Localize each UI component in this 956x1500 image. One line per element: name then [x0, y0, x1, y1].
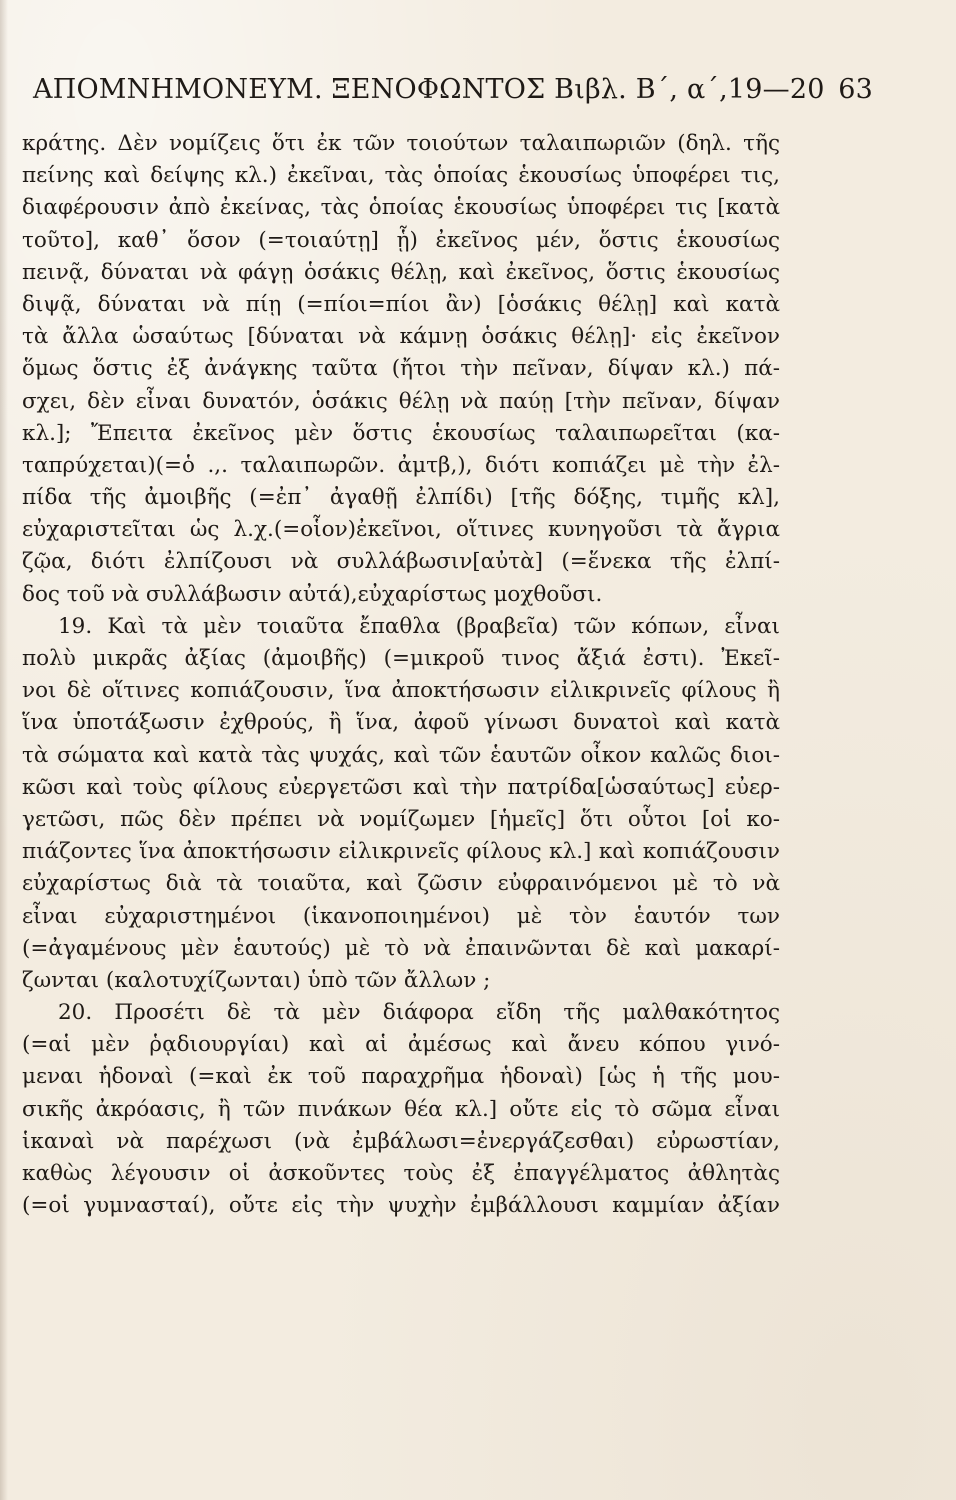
text-line: πείνης καὶ δείψης κλ.) ἐκεῖναι, τὰς ὁποίας ἑκουσίως ὑποφέρει τις, — [22, 163, 780, 189]
text-line: δος τοῦ νὰ συλλάβωσιν αὐτά),εὐχαρίστως μοχθοῦσι. — [22, 581, 603, 607]
running-header — [33, 74, 873, 116]
text-line: εὐχαριστεῖται ὡς λ.χ.(=οἷον)ἐκεῖνοι, οἵτινες κυνηγοῦσι τὰ ἄγρια — [22, 517, 780, 543]
text-line: πιάζοντες ἵνα ἀποκτήσωσιν εἰλικρινεῖς φίλους κλ.] καὶ κοπιάζουσιν — [22, 839, 780, 865]
text-line: τὰ σώματα καὶ κατὰ τὰς ψυχάς, καὶ τῶν ἑαυτῶν οἶκον καλῶς διοι- — [22, 742, 780, 768]
text-line: ταπρύχεται)(=ὁ .,. ταλαιπωρῶν. ἀμτβ,), διότι κοπιάζει μὲ τὴν ἐλ- — [22, 452, 780, 478]
text-line: (=αἱ μὲν ῥᾳδιουργίαι) καὶ αἱ ἀμέσως καὶ ἄνευ κόπου γινό- — [22, 1032, 780, 1058]
running-head-title: ΑΠΟΜΝΗΜΟΝΕΥΜ. ΞΕΝΟΦΩΝΤΟΣ Βιβλ. Β΄, α΄,19—20 — [33, 74, 825, 105]
text-line: ὅμως ὅστις ἐξ ἀνάγκης ταῦτα (ἤτοι τὴν πεῖναν, δίψαν κλ.) πά- — [22, 356, 780, 382]
text-line: πίδα τῆς ἀμοιβῆς (=ἐπ᾿ ἀγαθῇ ἐλπίδι) [τῆς δόξης, τιμῆς κλ], — [22, 485, 780, 511]
page-number: 63 — [838, 74, 873, 105]
text-line: ἱκαναὶ νὰ παρέχωσι (νὰ ἐμβάλωσι=ἐνεργάζεσθαι) εὐρωστίαν, — [22, 1128, 780, 1154]
text-line: διψᾷ, δύναται νὰ πίῃ (=πίοι=πίοι ἂν) [ὁσάκις θέλῃ] καὶ κατὰ — [22, 291, 780, 317]
text-line: κράτης. Δὲν νομίζεις ὅτι ἐκ τῶν τοιούτων ταλαιπωριῶν (δηλ. τῆς — [22, 131, 780, 156]
text-line: τοῦτο], καθ᾿ ὅσον (=τοιαύτῃ] ᾗ) ἐκεῖνος μέν, ὅστις ἑκουσίως — [22, 227, 780, 253]
text-line: πολὺ μικρᾶς ἀξίας (ἀμοιβῆς) (=μικροῦ τινος ἄξιά ἐστι). Ἐκεῖ- — [22, 646, 780, 671]
text-line: (=ἀγαμένους μὲν ἑαυτούς) μὲ τὸ νὰ ἐπαινῶνται δὲ καὶ μακαρί- — [22, 935, 780, 961]
text-line: κῶσι καὶ τοὺς φίλους εὐεργετῶσι καὶ τὴν πατρίδα[ὡσαύτως] εὐερ- — [22, 774, 780, 800]
text-line: (=οἱ γυμνασταί), οὔτε εἰς τὴν ψυχὴν ἐμβάλλουσι καμμίαν ἀξίαν — [22, 1193, 780, 1219]
text-line: κλ.]; Ἔπειτα ἐκεῖνος μὲν ὅστις ἑκουσίως ταλαιπωρεῖται (κα- — [22, 420, 780, 446]
section-19-start: 19. Καὶ τὰ μὲν τοιαῦτα ἔπαθλα (βραβεῖα) τῶν κόπων, εἶναι — [58, 613, 780, 639]
page-edge-shadow — [0, 0, 8, 1500]
text-line: ζωνται (καλοτυχίζωνται) ὑπὸ τῶν ἄλλων ; — [22, 967, 491, 993]
text-line: νοι δὲ οἵτινες κοπιάζουσιν, ἵνα ἀποκτήσωσιν εἰλικρινεῖς φίλους ἢ — [22, 678, 780, 704]
text-line: ζῷα, διότι ἐλπίζουσι νὰ συλλάβωσιν[αὐτὰ] (=ἕνεκα τῆς ἐλπί- — [22, 549, 780, 575]
text-line: ἵνα ὑποτάξωσιν ἐχθρούς, ἢ ἵνα, ἀφοῦ γίνωσι δυνατοὶ καὶ κατὰ — [22, 710, 780, 736]
section-20-start: 20. Προσέτι δὲ τὰ μὲν διάφορα εἴδη τῆς μαλθακότητος — [58, 1000, 780, 1026]
text-line: σχει, δὲν εἶναι δυνατόν, ὁσάκις θέλῃ νὰ παύῃ [τὴν πεῖναν, δίψαν — [22, 388, 780, 414]
text-line: σικῆς ἀκρόασις, ἢ τῶν πινάκων θέα κλ.] οὔτε εἰς τὸ σῶμα εἶναι — [22, 1096, 780, 1122]
text-line: γετῶσι, πῶς δὲν πρέπει νὰ νομίζωμεν [ἡμεῖς] ὅτι οὗτοι [οἱ κο- — [22, 806, 780, 832]
commentary-text — [22, 128, 780, 1488]
text-line: πεινᾷ, δύναται νὰ φάγῃ ὁσάκις θέλῃ, καὶ ἐκεῖνος, ὅστις ἑκουσίως — [22, 259, 780, 285]
text-line: καθὼς λέγουσιν οἱ ἀσκοῦντες τοὺς ἐξ ἐπαγγέλματος ἀθλητὰς — [22, 1161, 780, 1186]
text-line: διαφέρουσιν ἀπὸ ἐκείνας, τὰς ὁποίας ἑκουσίως ὑποφέρει τις [κατὰ — [22, 195, 780, 221]
text-line: μεναι ἡδοναὶ (=καὶ ἐκ τοῦ παραχρῆμα ἡδοναὶ) [ὡς ἡ τῆς μου- — [22, 1064, 780, 1090]
text-line: τὰ ἄλλα ὡσαύτως [δύναται νὰ κάμνῃ ὁσάκις θέλῃ]· εἰς ἐκεῖνον — [22, 324, 780, 350]
text-line: εὐχαρίστως διὰ τὰ τοιαῦτα, καὶ ζῶσιν εὐφραινόμενοι μὲ τὸ νὰ — [22, 871, 780, 897]
text-line: εἶναι εὐχαριστημένοι (ἱκανοποιημένοι) μὲ τὸν ἑαυτόν των — [22, 903, 780, 929]
